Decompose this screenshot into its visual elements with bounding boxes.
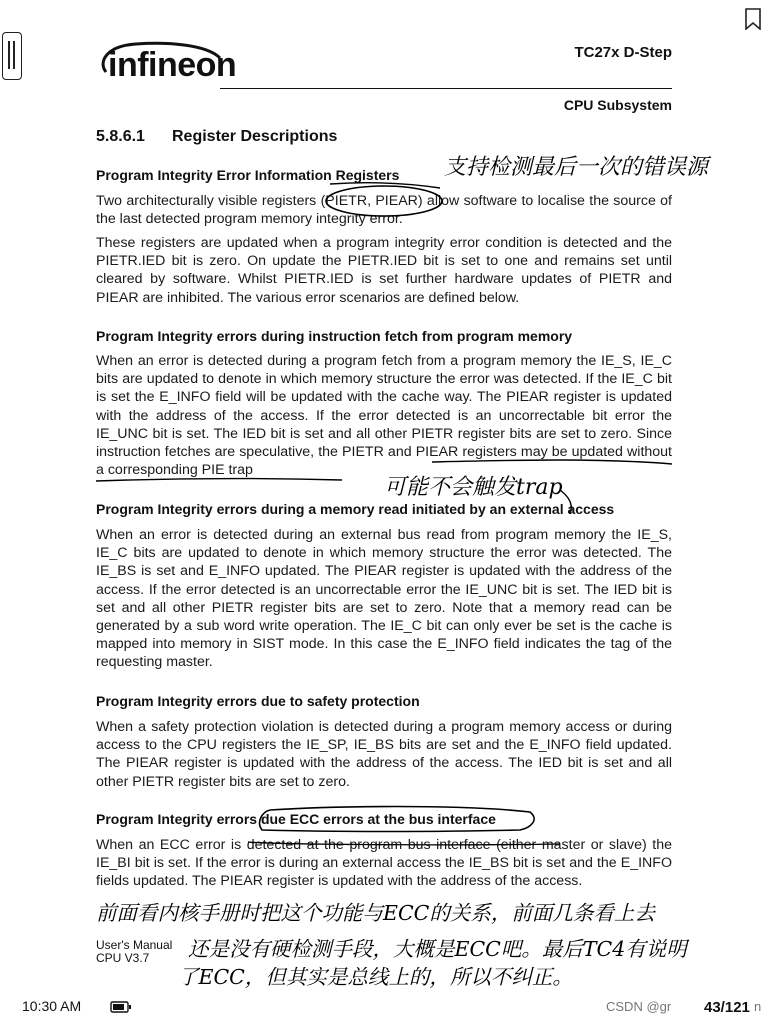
footer-version: CPU V3.7 [96, 951, 150, 965]
heading-pie-info-registers: Program Integrity Error Information Registers [96, 167, 400, 183]
heading-external-access: Program Integrity errors during a memory read initiated by an external access [96, 501, 615, 517]
logo-wordmark: infineon [108, 46, 237, 84]
footer-manual: User's Manual [96, 938, 173, 952]
paragraph: These registers are updated when a program integrity error condition is detected and the PIETR.IED bit is zero. On update the PIETR.IED bit is set to one and remains set until cleared by software. Whilst PIETR.IED is set further hardware updates of PIETR and PIEAR are inhibited. The various error scenarios are defined below. [96, 235, 672, 306]
sidebar-toggle[interactable] [2, 32, 22, 80]
paragraph: When a safety protection violation is detected during a program memory access or during access to the CPU registers the IE_SP, IE_BS bits are set and the E_INFO field updated. The PIEAR register is updated with the address of the access. The IED bit is set and all other PIETR register bits are set to zero. [96, 719, 672, 790]
battery-icon [110, 1000, 132, 1014]
page-counter[interactable]: 43/121 [704, 999, 750, 1016]
paragraph: When an error is detected during a program fetch from a program memory the IE_S, IE_C bits are updated to denote in which memory structure the error was detected. If the IE_C bit is set the E_INFO field will be updated with the cache way. The PIEAR register is updated with the address of the access. If the error detected is an uncorrectable bit error the IE_UNC bit is set. The IED bit is set and all other PIETR register bits are set to zero. Since instruction fetches are speculative, the PIETR and PIEAR registers may be updated without a corresponding PIE trap [96, 353, 672, 479]
handwritten-note-3c: 了ECC，但其实是总线上的，所以不纠正。 [178, 965, 573, 989]
header-rule [220, 88, 672, 89]
handwritten-note-2: 可能不会触发trap [384, 475, 563, 500]
status-time: 10:30 AM [22, 998, 82, 1014]
handwritten-note-1: 支持检测最后一次的错误源 [444, 155, 709, 180]
paragraph: Two architecturally visible registers (PIETR, PIEAR) allow software to localise the source of the last detected program memory integrity error. [96, 193, 672, 228]
heading-safety-protection: Program Integrity errors due to safety protection [96, 693, 420, 709]
heading-bus-ecc: Program Integrity errors due ECC errors at the bus interface [96, 811, 496, 827]
document-title: TC27x D-Step [574, 44, 672, 61]
watermark: CSDN @gr [606, 999, 672, 1014]
infineon-logo [96, 36, 237, 92]
handwritten-note-3a: 前面看内核手册时把这个功能与ECC的关系，前面几条看上去 [96, 901, 655, 925]
section-number: 5.8.6.1 [96, 128, 145, 145]
chapter-title: CPU Subsystem [563, 97, 672, 113]
bookmark-icon[interactable] [744, 8, 762, 30]
paragraph: When an ECC error is detected at the program bus interface (either master or slave) the IE_BI bit is set. If the error is during an external access the IE_BS bit is set and the E_INFO fields updated. The PIEAR register is updated with the address of the access. [96, 837, 672, 890]
paragraph: When an error is detected during an external bus read from program memory the IE_S, IE_C bits are updated to denote in which memory structure the error was detected. The IE_BS is set and E_INFO updated. The PIEAR register is updated with the address of the access. If the error detected is an uncorrectable error the IE_UNC bit is set. The IED bit is set and all other PIETR register bits are set to zero. Note that a memory read can be generated by a sub word write operation. The IE_C bit can only ever be set is the cache is mapped into memory in SIST mode. In this case the E_INFO field indicates the tag of the requesting master. [96, 527, 672, 671]
heading-instruction-fetch: Program Integrity errors during instruction fetch from program memory [96, 328, 573, 344]
watermark-tail: n [754, 999, 762, 1014]
ink-underline-heading1 [330, 183, 440, 188]
handwritten-note-3b: 还是没有硬检测手段，大概是ECC吧。最后TC4有说明 [188, 937, 687, 961]
section-title: Register Descriptions [172, 128, 338, 145]
